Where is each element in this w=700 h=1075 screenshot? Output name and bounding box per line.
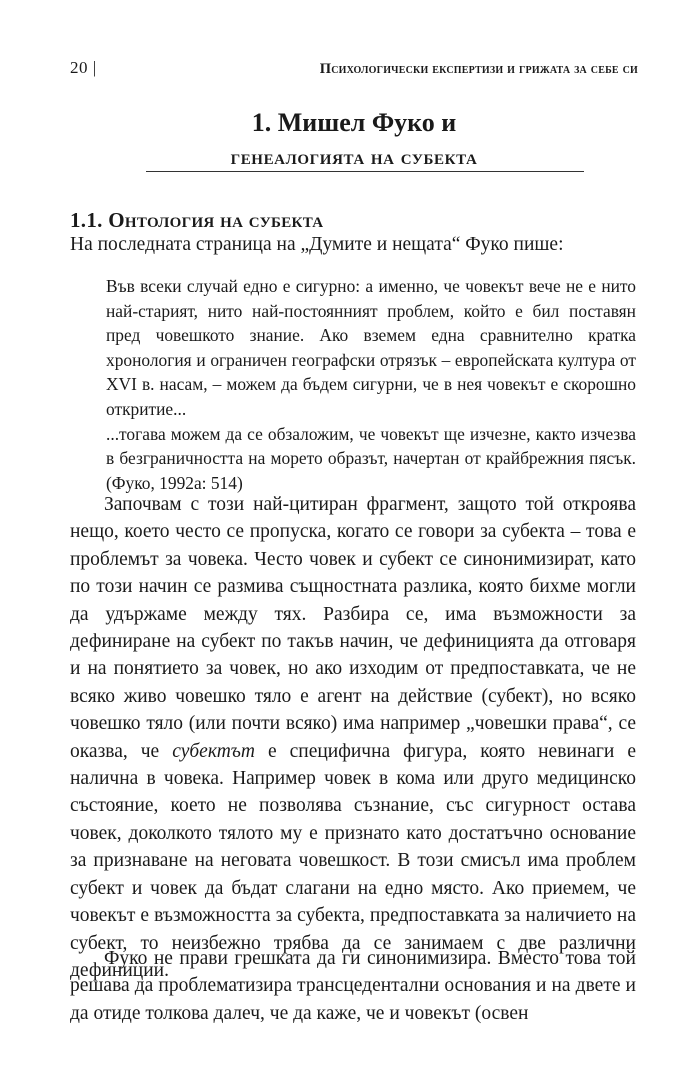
- body-paragraph-1: [70, 491, 636, 984]
- chapter-title-line1: 1. Мишел Фуко и: [251, 108, 457, 137]
- running-header: [70, 58, 638, 80]
- block-quote: [106, 274, 636, 495]
- chapter-divider: [146, 171, 584, 172]
- body-paragraph-1-part-b: е специфична фигура, която невинаги е налична в човека. Например човек в кома или друго медицинско състояние, което не позволява съзнание, със сигурност остава човек, доколкото тялото му е признато като достатъчно основание за признаване на неговата човешкост. В този смисъл има проблем субект и човек да бъдат слагани на едно място. Ако приемем, че човекът е възможността за субекта, предпоставката за наличието на субект, то неизбежно трябва да се занимаем с две различни дефиниции.: [70, 740, 636, 981]
- section-heading: 1.1. Онтология на субекта: [70, 208, 324, 232]
- quote-paragraph-2: ...тогава можем да се обзаложим, че човекът ще изчезне, както изчезва в безграничността на морето образът, начертан от крайбрежния пясък. (Фуко, 1992а: 514): [106, 423, 636, 493]
- page-number: 20 |: [70, 58, 97, 77]
- body-paragraph-2: Фуко не прави грешката да ги синонимизира. Вместо това той решава да проблематизира трансцедентални основания и на двете и да отиде толкова далеч, че да каже, че и човекът (освен: [70, 948, 636, 1024]
- quote-paragraph-1: Във всеки случай едно е сигурно: а именно, че човекът вече не е нито най-старият, нито най-постоянният проблем, който е бил поставян пред човешкото знание. Ако вземем една сравнително кратка хронология и ограничен географски отрязък – европейската култура от XVI в. насам, – можем да бъдем сигурни, че в нея човекът е скорошно откритие...: [106, 276, 636, 419]
- body-section-2: [70, 945, 636, 1027]
- body-paragraph-1-part-a: Започвам с този най-цитиран фрагмент, защото той откроява нещо, което често се пропуска, когато се говори за субекта – това е проблемът за човека. Често човек и субект се синонимизират, като по този начин се размива същностната разлика, която бихме могли да удържаме между тях. Разбира се, има възможности за дефиниране на субект по такъв начин, че дефиницията да отговаря и на понятието за човек, но ако изходим от предпоставката, че не всяко живо човешко тяло е агент на действие (субект), но всяко човешко тяло (или почти всяко) има например „човешки права“, се оказва, че: [70, 494, 636, 762]
- chapter-title-line2: генеалогията на субекта: [230, 144, 478, 169]
- running-book-title: Психологически експертизи и грижата за себе си: [319, 61, 638, 77]
- chapter-title: [70, 106, 638, 174]
- body-section-1: [70, 491, 636, 984]
- intro-sentence: На последната страница на „Думите и нещата“ Фуко пише:: [70, 234, 564, 255]
- emphasis-subject: субектът: [172, 740, 255, 762]
